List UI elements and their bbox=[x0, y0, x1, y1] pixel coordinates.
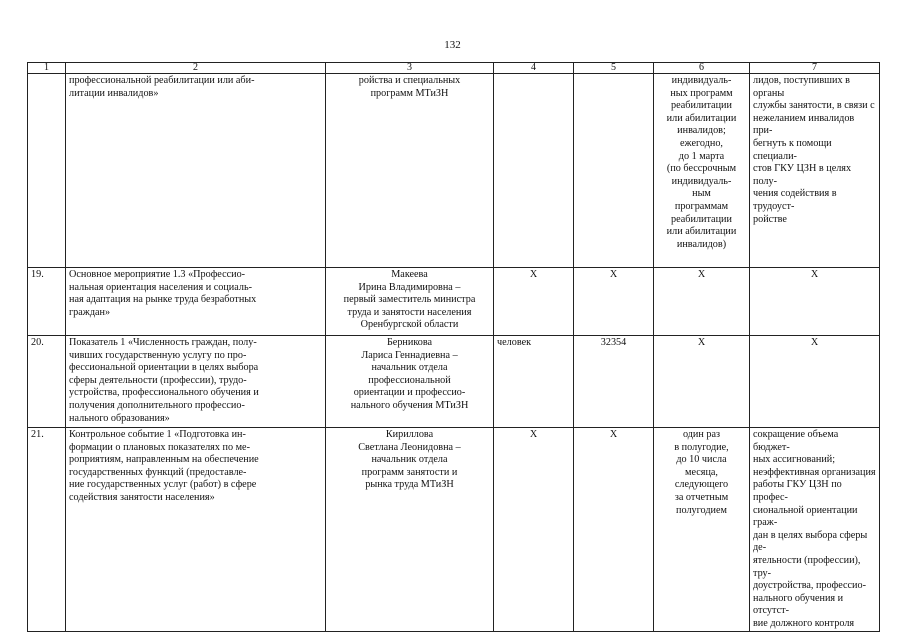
unit-cell: Х bbox=[494, 428, 574, 632]
row-number bbox=[28, 74, 66, 268]
measure-name: Контрольное событие 1 «Подготовка ин- формации о плановых показателях по ме- роприятиям, направленным на обеспечение государственных функций (предоставле- ние государственных услуг (работ) в сфере содействия занятости населения» bbox=[66, 428, 326, 632]
row-number: 20. bbox=[28, 336, 66, 428]
risk-cell: лидов, поступивших в органы службы занятости, в связи с нежеланием инвалидов при- бегнуть к помощи специали- стов ГКУ ЦЗН в целях полу- чения содействия в трудоуст- ройстве bbox=[750, 74, 880, 268]
value-cell: Х bbox=[574, 428, 654, 632]
measure-name: Показатель 1 «Численность граждан, полу- чивших государственную услугу по про- фессиональной ориентации в целях выбора сферы деятельности (профессии), трудо- устройства, профессионального обучения и получения дополнительного профессио- нального образования» bbox=[66, 336, 326, 428]
responsible-person: Кириллова Светлана Леонидовна – начальник отдела программ занятости и рынка труда МТиЗН bbox=[326, 428, 494, 632]
unit-cell bbox=[494, 74, 574, 268]
page-number: 132 bbox=[444, 39, 461, 51]
unit-cell: человек bbox=[494, 336, 574, 428]
responsible-person: Берникова Лариса Геннадиевна – начальник отдела профессиональной ориентации и профессио- нального обучения МТиЗН bbox=[326, 336, 494, 428]
deadline-cell: один раз в полугодие, до 10 числа месяца, следующего за отчетным полугодием bbox=[654, 428, 750, 632]
value-cell: Х bbox=[574, 268, 654, 336]
deadline-cell: индивидуаль- ных программ реабилитации или абилитации инвалидов; ежегодно, до 1 марта (по бессрочным индивидуаль- ным программам реабилитации или абилитации инвалидов) bbox=[654, 74, 750, 268]
risk-cell: Х bbox=[750, 336, 880, 428]
table-row bbox=[28, 74, 880, 268]
deadline-cell: Х bbox=[654, 336, 750, 428]
header-cell: 4 bbox=[494, 63, 574, 74]
table-row bbox=[28, 428, 880, 632]
responsible-person: Макеева Ирина Владимировна – первый заместитель министра труда и занятости населения Оренбургской области bbox=[326, 268, 494, 336]
measure-name: профессиональной реабилитации или аби- литации инвалидов» bbox=[66, 74, 326, 268]
risk-cell: сокращение объема бюджет- ных ассигнований; неэффективная организация работы ГКУ ЦЗН по профес- сиональной ориентации граж- дан в целях выбора сферы де- ятельности (профессии), тру- доустройства, профессио- нального обучения и отсутст- вие должного контроля bbox=[750, 428, 880, 632]
row-number: 19. bbox=[28, 268, 66, 336]
unit-cell: Х bbox=[494, 268, 574, 336]
value-cell bbox=[574, 74, 654, 268]
header-cell: 7 bbox=[750, 63, 880, 74]
measure-name: Основное мероприятие 1.3 «Профессио- нальная ориентация населения и социаль- ная адаптация на рынке труда безработных граждан» bbox=[66, 268, 326, 336]
header-cell: 3 bbox=[326, 63, 494, 74]
table-header-row bbox=[28, 63, 880, 74]
header-cell: 2 bbox=[66, 63, 326, 74]
header-cell: 6 bbox=[654, 63, 750, 74]
value-cell: 32354 bbox=[574, 336, 654, 428]
responsible-person: ройства и специальных программ МТиЗН bbox=[326, 74, 494, 268]
row-number: 21. bbox=[28, 428, 66, 632]
header-cell: 5 bbox=[574, 63, 654, 74]
table-row bbox=[28, 336, 880, 428]
measures-table bbox=[27, 62, 880, 632]
table-row bbox=[28, 268, 880, 336]
risk-cell: Х bbox=[750, 268, 880, 336]
header-cell: 1 bbox=[28, 63, 66, 74]
deadline-cell: Х bbox=[654, 268, 750, 336]
